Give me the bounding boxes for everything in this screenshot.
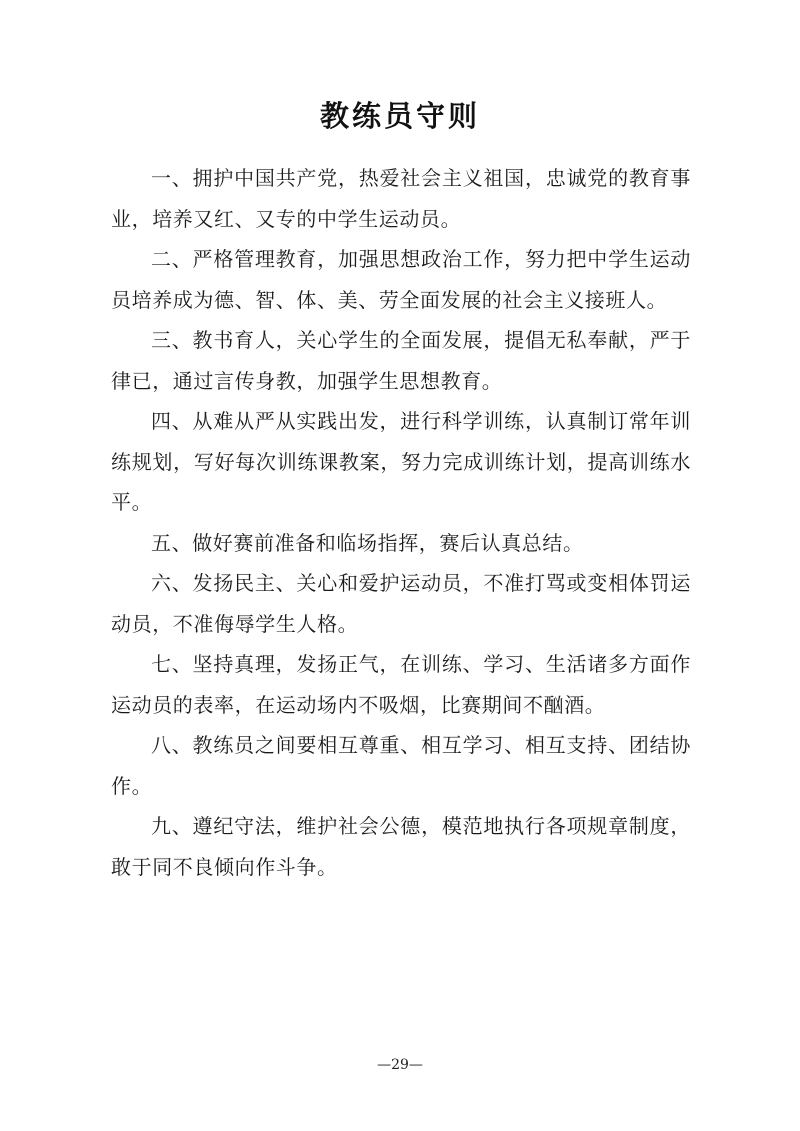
- rule-paragraph-8: 八、教练员之间要相互尊重、相互学习、相互支持、团结协作。: [111, 733, 691, 798]
- rule-paragraph-5: 五、做好赛前准备和临场指挥，赛后认真总结。: [151, 530, 584, 555]
- rule-paragraph-9: 九、遵纪守法，维护社会公德，模范地执行各项规章制度，敢于同不良倾向作斗争。: [111, 814, 691, 879]
- rule-paragraph-3: 三、教书育人，关心学生的全面发展，提倡无私奉献，严于律已，通过言传身教，加强学生思想教育。: [111, 328, 691, 393]
- rule-paragraph-2: 二、严格管理教育，加强思想政治工作，努力把中学生运动员培养成为德、智、体、美、劳全面发展的社会主义接班人。: [111, 247, 691, 312]
- rule-paragraph-7: 七、坚持真理，发扬正气，在训练、学习、生活诸多方面作运动员的表率，在运动场内不吸烟，比赛期间不酗酒。: [111, 652, 691, 717]
- page-title: 教练员守则: [319, 99, 480, 133]
- rule-paragraph-4: 四、从难从严从实践出发，进行科学训练，认真制订常年训练规划，写好每次训练课教案，努力完成训练计划，提高训练水平。: [111, 409, 691, 514]
- rule-paragraph-1: 一、拥护中国共产党，热爱社会主义祖国，忠诚党的教育事业，培养又红、又专的中学生运动员。: [111, 166, 691, 231]
- page-number: —29—: [377, 1057, 423, 1073]
- rule-paragraph-6: 六、发扬民主、关心和爱护运动员，不准打骂或变相体罚运动员，不准侮辱学生人格。: [111, 571, 691, 636]
- rules-body: [111, 158, 691, 887]
